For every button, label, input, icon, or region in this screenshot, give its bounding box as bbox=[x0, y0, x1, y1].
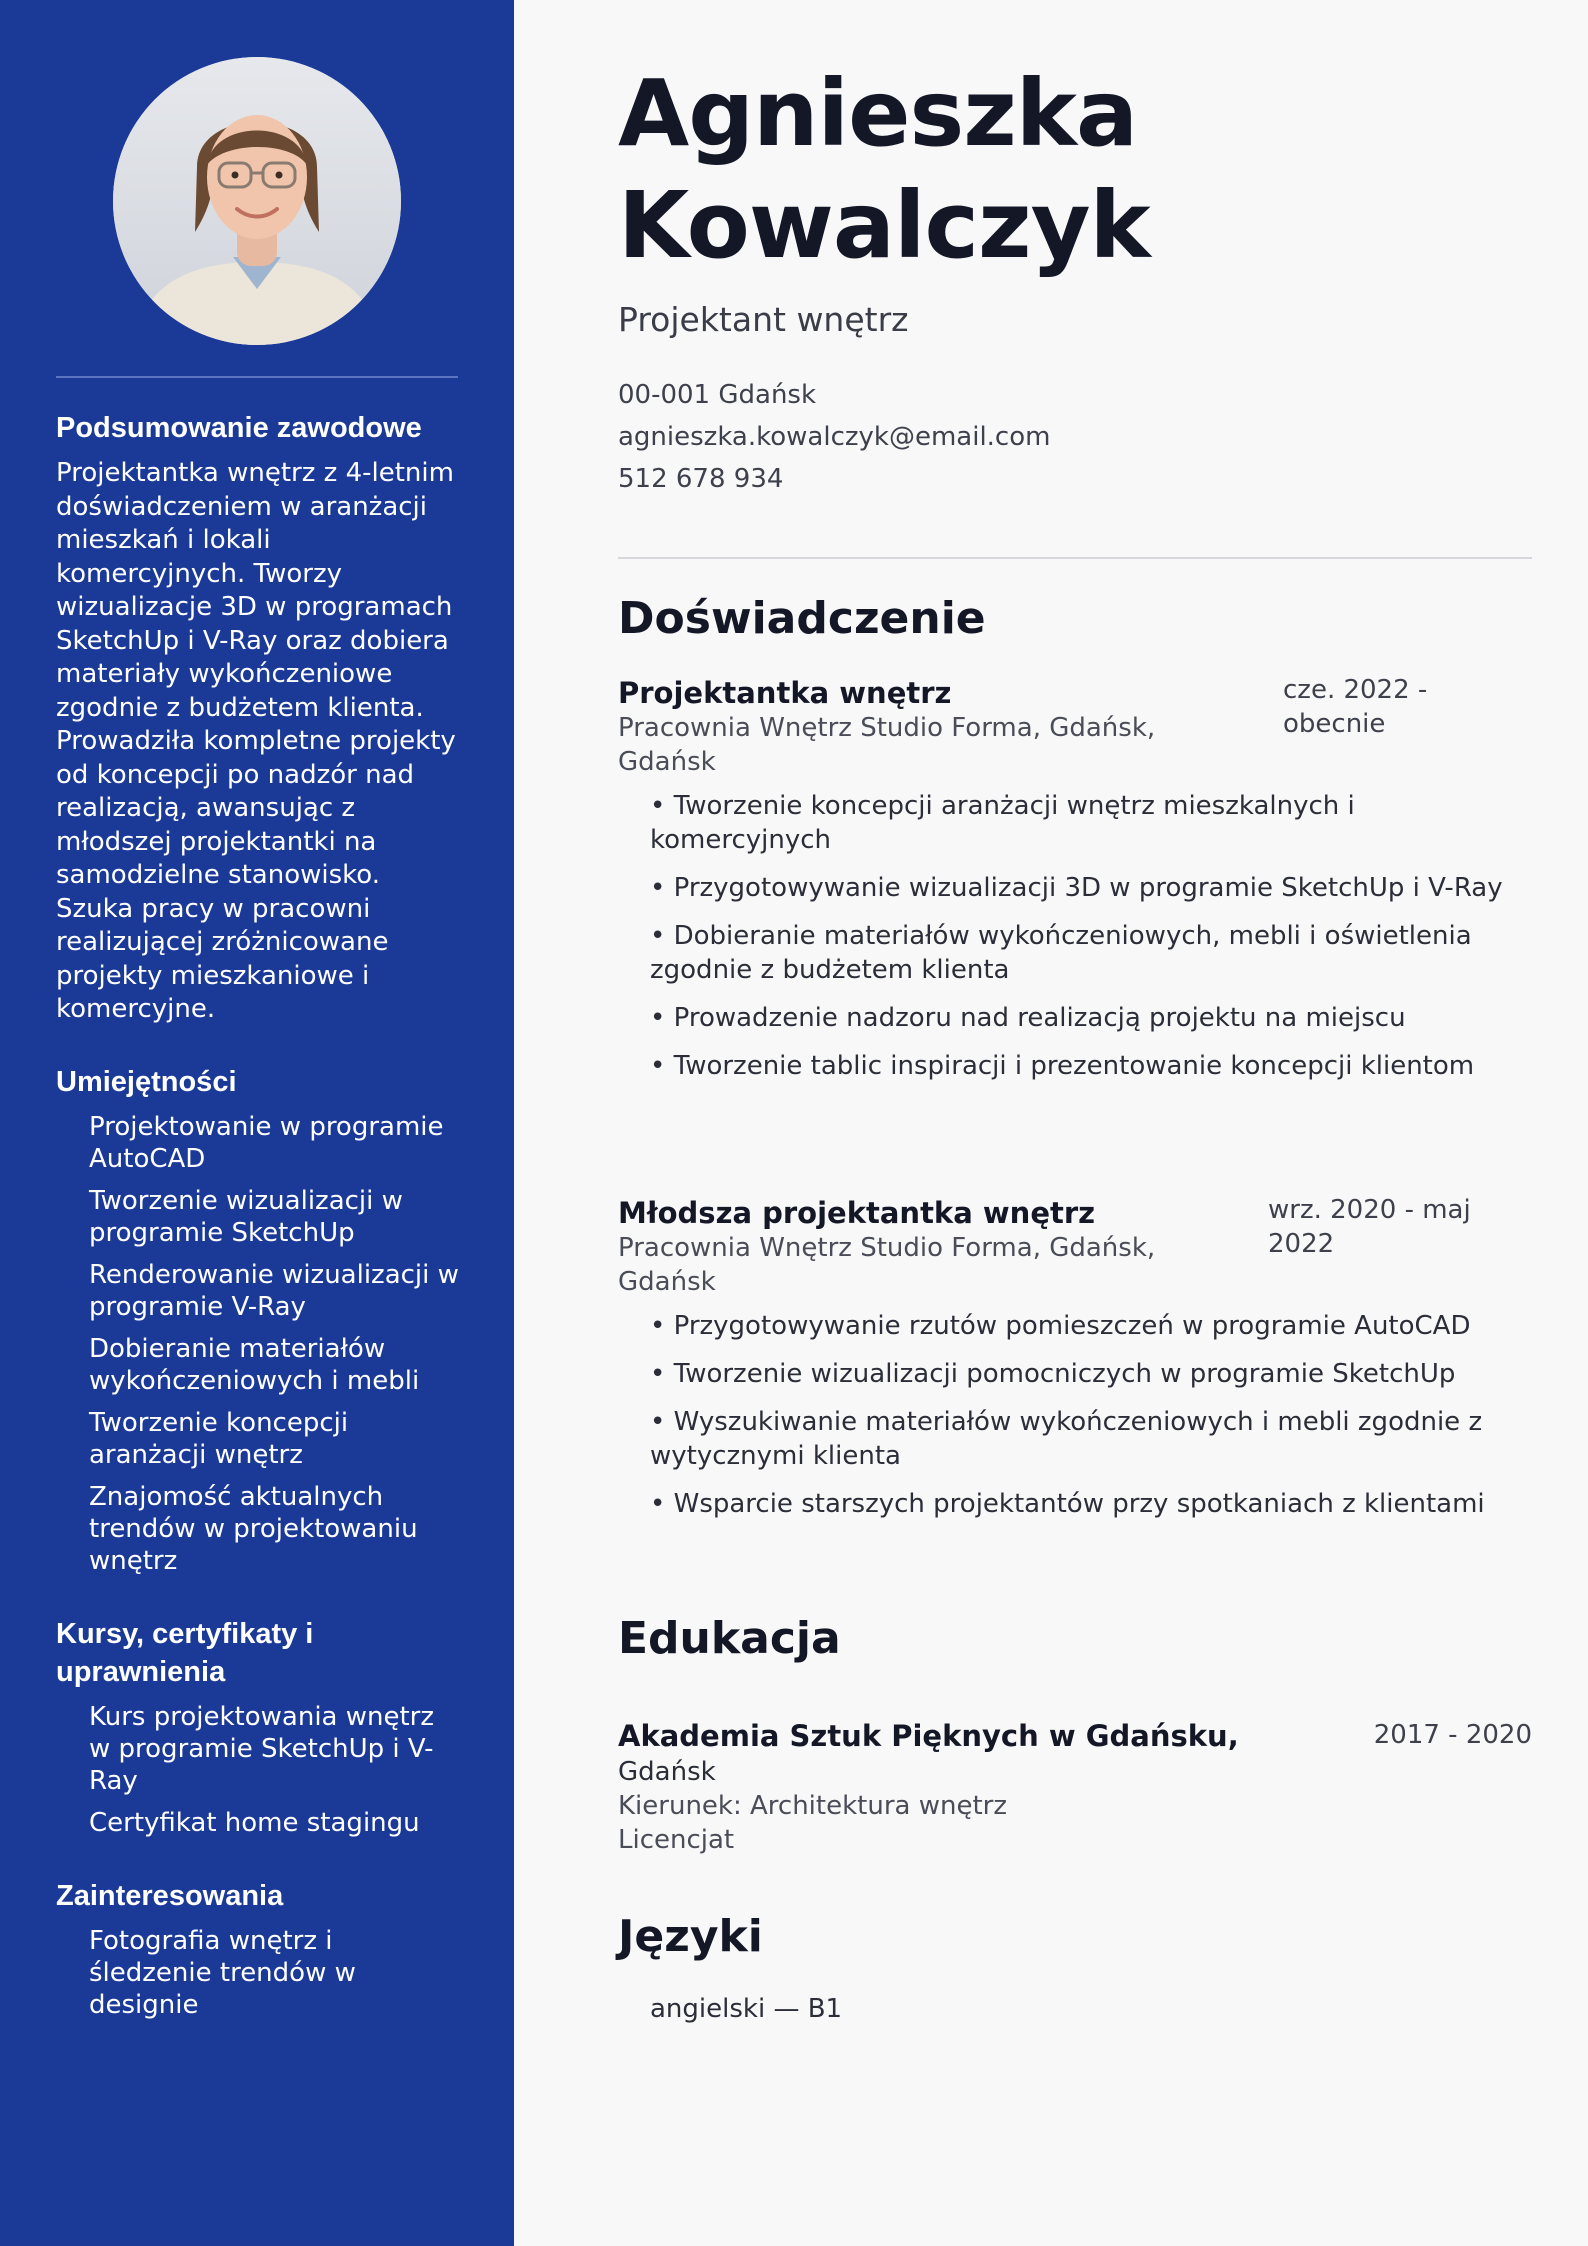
interest-item: Fotografia wnętrz i śledzenie trendów w designie bbox=[89, 1925, 356, 2020]
job-bullets bbox=[618, 1309, 1532, 1521]
skill-item: Tworzenie wizualizacji w programie SketchUp bbox=[89, 1185, 403, 1248]
job-bullets bbox=[618, 789, 1532, 1083]
course-item: Certyfikat home stagingu bbox=[89, 1807, 420, 1838]
job-bullet: • Wsparcie starszych projektantów przy spotkaniach z klientami bbox=[650, 1487, 1532, 1521]
courses-section bbox=[56, 1615, 462, 1839]
skill-item: Tworzenie koncepcji aranżacji wnętrz bbox=[89, 1407, 349, 1470]
job-title: Projektant wnętrz bbox=[618, 300, 909, 339]
phone-text: 512 678 934 bbox=[618, 464, 784, 494]
job-dates: cze. 2022 - obecnie bbox=[1283, 675, 1428, 739]
skill-item: Dobieranie materiałów wykończeniowych i mebli bbox=[89, 1333, 420, 1396]
skills-section bbox=[56, 1063, 462, 1577]
contact-block bbox=[618, 374, 1050, 500]
job-bullet: • Tworzenie koncepcji aranżacji wnętrz mieszkalnych i komercyjnych bbox=[650, 789, 1532, 857]
email-text: agnieszka.kowalczyk@email.com bbox=[618, 422, 1051, 452]
job-header bbox=[618, 1195, 1532, 1299]
candidate-name bbox=[618, 58, 1150, 282]
sidebar-content bbox=[56, 409, 462, 2031]
skill-item: Renderowanie wizualizacji w programie V-Ray bbox=[89, 1259, 459, 1322]
job-role: Młodsza projektantka wnętrz bbox=[618, 1196, 1096, 1230]
location-text: 00-001 Gdańsk bbox=[618, 380, 817, 410]
skill-item: Znajomość aktualnych trendów w projektowaniu wnętrz bbox=[89, 1481, 418, 1576]
job-role: Projektantka wnętrz bbox=[618, 676, 952, 710]
summary-text: Projektantka wnętrz z 4-letnim doświadczeniem w aranżacji mieszkań i lokali komercyjnych. Tworzy wizualizacje 3D w programach SketchUp i V-Ray oraz dobiera materiały wykończeniowe zgodnie z budżetem klienta. Prowadziła kompletne projekty od koncepcji po nadzór nad realizacją, awansując z młodszej projektantki na samodzielne stanowisko. Szuka pracy w pracowni realizującej zróżnicowane projekty mieszkaniowe i komercyjne. bbox=[56, 458, 456, 1024]
portrait-image bbox=[113, 57, 401, 345]
education-heading: Edukacja bbox=[618, 1613, 841, 1664]
education-school: Akademia Sztuk Pięknych w Gdańsku, bbox=[618, 1719, 1239, 1753]
job-entry bbox=[618, 1195, 1532, 1535]
job-dates: wrz. 2020 - maj 2022 bbox=[1268, 1195, 1471, 1259]
education-city: Gdańsk bbox=[618, 1757, 716, 1787]
job-header bbox=[618, 675, 1532, 779]
education-entry bbox=[618, 1717, 1532, 1857]
job-bullet: • Dobieranie materiałów wykończeniowych, mebli i oświetlenia zgodnie z budżetem klienta bbox=[650, 919, 1532, 987]
summary-section bbox=[56, 409, 462, 1027]
job-company: Pracownia Wnętrz Studio Forma, Gdańsk, Gdańsk bbox=[618, 713, 1156, 777]
sidebar bbox=[0, 0, 514, 2246]
job-bullet: • Prowadzenie nadzoru nad realizacją projektu na miejscu bbox=[650, 1001, 1532, 1035]
courses-list bbox=[56, 1701, 462, 1839]
profile-photo bbox=[113, 57, 401, 345]
job-bullet: • Tworzenie tablic inspiracji i prezentowanie koncepcji klientom bbox=[650, 1049, 1532, 1083]
job-bullet: • Wyszukiwanie materiałów wykończeniowych i mebli zgodnie z wytycznymi klienta bbox=[650, 1405, 1532, 1473]
interests-list bbox=[56, 1925, 462, 2021]
skills-list bbox=[56, 1111, 462, 1577]
name-last: Kowalczyk bbox=[618, 172, 1150, 279]
job-entry bbox=[618, 675, 1532, 1097]
job-bullet: • Przygotowywanie wizualizacji 3D w programie SketchUp i V-Ray bbox=[650, 871, 1532, 905]
interests-heading: Zainteresowania bbox=[56, 1879, 284, 1912]
courses-heading: Kursy, certyfikaty i uprawnienia bbox=[56, 1617, 314, 1688]
interests-section bbox=[56, 1877, 462, 2021]
job-company: Pracownia Wnętrz Studio Forma, Gdańsk, Gdańsk bbox=[618, 1233, 1156, 1297]
main-divider bbox=[618, 557, 1532, 559]
language-item: angielski — B1 bbox=[650, 1994, 843, 2024]
course-item: Kurs projektowania wnętrz w programie SketchUp i V-Ray bbox=[89, 1701, 435, 1796]
sidebar-divider bbox=[56, 376, 458, 378]
experience-heading: Doświadczenie bbox=[618, 593, 986, 644]
summary-heading: Podsumowanie zawodowe bbox=[56, 412, 422, 444]
skills-heading: Umiejętności bbox=[56, 1065, 237, 1098]
job-bullet: • Przygotowywanie rzutów pomieszczeń w programie AutoCAD bbox=[650, 1309, 1532, 1343]
education-field: Kierunek: Architektura wnętrz bbox=[618, 1791, 1007, 1821]
skill-item: Projektowanie w programie AutoCAD bbox=[89, 1111, 444, 1174]
languages-heading: Języki bbox=[618, 1911, 763, 1962]
education-degree: Licencjat bbox=[618, 1825, 735, 1855]
job-bullet: • Tworzenie wizualizacji pomocniczych w programie SketchUp bbox=[650, 1357, 1532, 1391]
education-dates: 2017 - 2020 bbox=[1373, 1720, 1532, 1750]
name-first: Agnieszka bbox=[618, 60, 1138, 167]
